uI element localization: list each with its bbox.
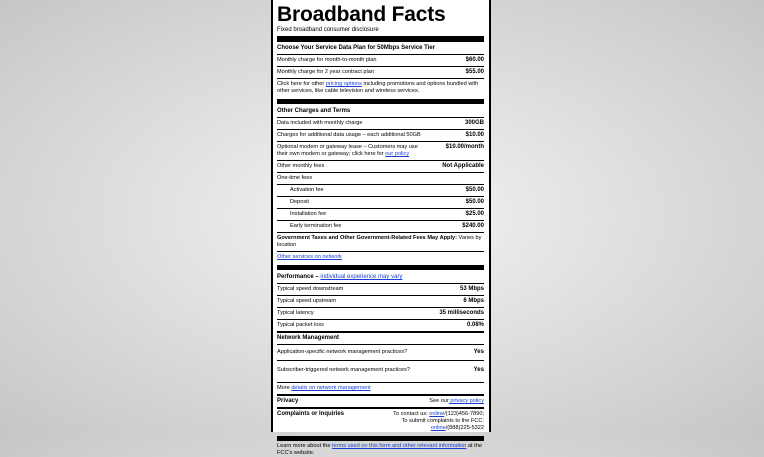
privacy-pre: See our [429, 398, 449, 404]
other-monthly-row [277, 160, 484, 172]
network-details-link[interactable]: details on network management [291, 385, 371, 391]
row-value: 6 Mbps [463, 298, 484, 304]
divider-bar [277, 36, 484, 42]
network-more-pre: More [277, 385, 292, 391]
complaints-row [277, 407, 484, 434]
row-label: Early termination fee [290, 223, 342, 229]
row-value: 53 Mbps [459, 286, 484, 292]
row-value: $240.00 [462, 223, 484, 229]
modem-lease-row [277, 141, 484, 160]
pricing-note [277, 78, 484, 97]
row-label: Deposit [290, 199, 309, 205]
row-value: $10.00 [465, 132, 484, 138]
row-label: Other monthly fees [277, 163, 325, 169]
network-heading: Network Management [277, 331, 484, 344]
footer-text [277, 443, 484, 457]
label-title: Broadband Facts [277, 3, 446, 26]
plan-row-label: Monthly charge for 2 year contract plan [277, 69, 375, 75]
individual-experience-link[interactable]: individual experience may vary [320, 274, 403, 280]
early-termination-row [277, 220, 484, 232]
plan-heading: Choose Your Service Data Plan for 50Mbps Service Tier [277, 45, 436, 51]
fcc-terms-link[interactable]: terms used on this form and other relevant information [332, 443, 467, 449]
complaints-heading: Complaints or Inquiries [277, 411, 345, 417]
row-label: Typical packet loss [277, 322, 324, 328]
contact-pre: To contact us: [393, 411, 430, 417]
speed-downstream-row [277, 283, 484, 295]
row-label: Application-specific network management practices? [277, 349, 408, 355]
other-services-link[interactable]: Other services on network [277, 254, 342, 260]
fcc-complaint-text: To submit complaints to the FCC: [401, 418, 484, 424]
contact-online-link[interactable]: online [429, 411, 445, 417]
row-label: Installation fee [290, 211, 327, 217]
taxes-heading: Government Taxes and Other Government-Related Fees May Apply: [277, 235, 457, 241]
complaints-contact [393, 411, 484, 432]
data-included-row [277, 117, 484, 129]
row-label: Subscriber-triggered network management practices? [277, 367, 411, 373]
footer-pre: Learn more about the [277, 443, 333, 449]
packet-loss-row [277, 319, 484, 331]
label-subtitle: Fixed broadband consumer disclosure [277, 27, 379, 33]
pricing-options-link[interactable]: pricing options [325, 81, 362, 87]
plan-row-label: Monthly charge for month-to-month plan [277, 57, 377, 63]
charges-heading: Other Charges and Terms [277, 108, 351, 114]
privacy-heading: Privacy [277, 398, 299, 404]
latency-row [277, 307, 484, 319]
row-value: $50.00 [465, 187, 484, 193]
deposit-row [277, 196, 484, 208]
subscriber-triggered-row [277, 360, 484, 382]
activation-fee-row [277, 184, 484, 196]
row-value: 35 milliseconds [439, 310, 484, 316]
modem-text: Optional modem or gateway lease – Customers may use their own modem or gateway; click here for [277, 144, 418, 157]
pricing-note-pre: Click here for other [277, 81, 326, 87]
plan-row-value: $55.00 [465, 69, 484, 75]
performance-heading-text: Performance – [277, 274, 321, 280]
row-label [277, 144, 427, 158]
row-label: One-time fees [277, 175, 313, 181]
fcc-phone: /(888)225-5322 [445, 425, 484, 431]
row-value: 300GB [464, 120, 484, 126]
divider-bar [277, 436, 484, 441]
contact-phone: /(123)456-7890; [444, 411, 484, 417]
plan-row-contract [277, 66, 484, 78]
divider-bar [277, 99, 484, 104]
plan-row-value: $60.00 [465, 57, 484, 63]
footer-post: at the FCC's website. [277, 443, 482, 456]
performance-heading [277, 272, 484, 283]
row-value: Yes [473, 367, 484, 373]
row-value: Not Applicable [442, 163, 484, 169]
our-policy-link[interactable]: our policy [385, 151, 410, 157]
row-label: Typical speed downstream [277, 286, 344, 292]
broadband-facts-label [271, 0, 491, 456]
one-time-fees-row [277, 172, 484, 184]
row-value: $25.00 [465, 211, 484, 217]
row-value: Yes [473, 349, 484, 355]
row-value: 0.08% [466, 322, 484, 328]
row-value: $10.00/month [445, 144, 484, 150]
row-label: Data included with monthly charge [277, 120, 363, 126]
divider-bar [277, 265, 484, 270]
other-services-block [277, 251, 484, 263]
privacy-policy-link[interactable]: privacy policy [448, 398, 484, 404]
taxes-text: Varies by location [277, 235, 482, 248]
privacy-text [429, 398, 484, 405]
pricing-note-post: including promotions and options bundled with other services, like cable television and wireless services. [277, 81, 479, 94]
installation-fee-row [277, 208, 484, 220]
plan-row-month [277, 54, 484, 66]
additional-data-row [277, 129, 484, 141]
speed-upstream-row [277, 295, 484, 307]
row-label: Typical latency [277, 310, 314, 316]
network-more-block [277, 382, 484, 394]
taxes-block [277, 232, 484, 251]
privacy-row [277, 394, 484, 407]
row-label: Charges for additional data usage – each additional 50GB [277, 132, 421, 138]
app-specific-row [277, 344, 484, 360]
row-label: Typical speed upstream [277, 298, 337, 304]
row-label: Activation fee [290, 187, 324, 193]
fcc-online-link[interactable]: online [430, 425, 446, 431]
row-value: $50.00 [465, 199, 484, 205]
